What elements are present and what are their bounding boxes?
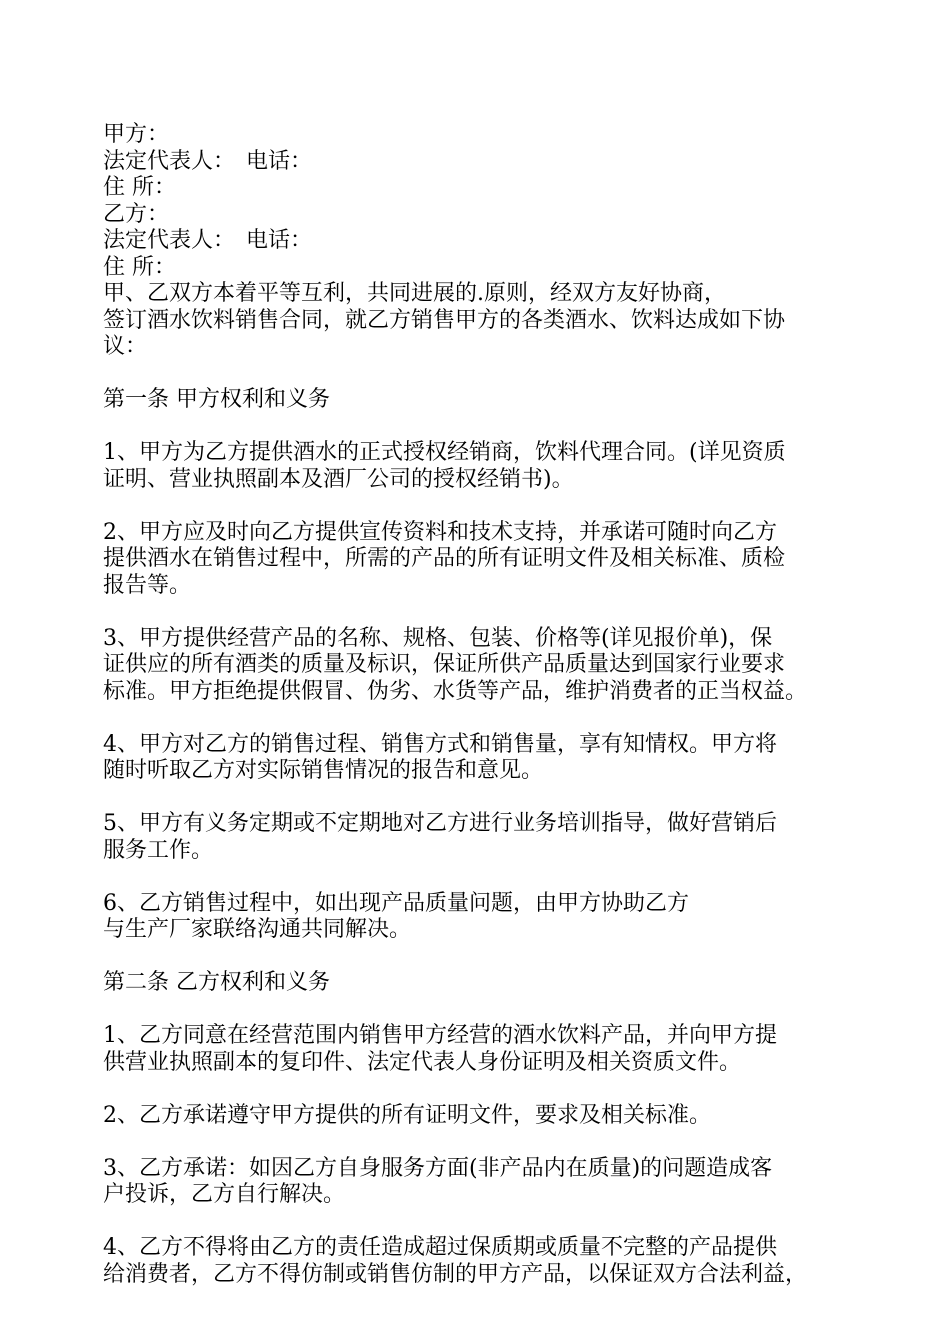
party-b-representative: 法定代表人： 电话： [103, 228, 313, 253]
article-1-item-1 [103, 440, 863, 493]
party-b: 乙方： [103, 201, 170, 227]
text-line: 随时听取乙方对实际销售情况的报告和意见。 [103, 758, 544, 783]
text-line: 与生产厂家联络沟通共同解决。 [103, 917, 412, 942]
text-line: 5、甲方有义务定期或不定期地对乙方进行业务培训指导，做好营销后 [103, 811, 777, 836]
text-line: 标准。甲方拒绝提供假冒、伪劣、水货等产品，维护消费者的正当权益。 [103, 678, 808, 704]
party-a-representative: 法定代表人： 电话： [103, 148, 313, 174]
text-line: 服务工作。 [103, 837, 214, 863]
article-1-item-4 [103, 732, 863, 785]
contract-document [103, 122, 863, 1288]
text-line: 提供酒水在销售过程中，所需的产品的所有证明文件及相关标准、质检 [103, 546, 786, 571]
article-1-item-6 [103, 891, 863, 944]
text-line: 4、乙方不得将由乙方的责任造成超过保质期或质量不完整的产品提供 [103, 1235, 777, 1260]
article-1-item-5 [103, 811, 863, 864]
article-2-title: 第二条 乙方权利和义务 [103, 970, 330, 995]
text-line: 给消费者，乙方不得仿制或销售仿制的甲方产品，以保证双方合法利益， [103, 1261, 808, 1287]
text-line: 3、甲方提供经营产品的名称、规格、包装、价格等(详见报价单)，保 [103, 625, 773, 651]
text-line: 1、甲方为乙方提供酒水的正式授权经销商，饮料代理合同。(详见资质 [103, 440, 786, 465]
text-line: 供营业执照副本的复印件、法定代表人身份证明及相关资质文件。 [103, 1049, 742, 1075]
text-line: 3、乙方承诺：如因乙方自身服务方面(非产品内在质量)的问题造成客 [103, 1155, 773, 1181]
text-line: 2、乙方承诺遵守甲方提供的所有证明文件，要求及相关标准。 [103, 1102, 711, 1128]
article-1-item-3 [103, 626, 863, 706]
intro-line: 甲、乙双方本着平等互利，共同进展的.原则，经双方友好协商， [103, 281, 726, 306]
party-a: 甲方： [103, 122, 170, 147]
intro-line: 议： [103, 334, 148, 359]
text-line: 户投诉，乙方自行解决。 [103, 1182, 346, 1207]
text-line: 证供应的所有酒类的质量及标识，保证所供产品质量达到国家行业要求 [103, 652, 786, 677]
article-1-item-2 [103, 520, 863, 600]
article-2-item-3 [103, 1156, 863, 1209]
article-2-item-1 [103, 1023, 863, 1076]
party-a-address: 住 所： [103, 175, 176, 200]
header-block [103, 122, 863, 281]
party-b-address: 住 所： [103, 254, 176, 280]
intro-line: 签订酒水饮料销售合同，就乙方销售甲方的各类酒水、饮料达成如下协 [103, 307, 786, 333]
text-line: 2、甲方应及时向乙方提供宣传资料和技术支持，并承诺可随时向乙方 [103, 519, 777, 545]
text-line: 4、甲方对乙方的销售过程、销售方式和销售量，享有知情权。甲方将 [103, 731, 777, 757]
article-1-title: 第一条 甲方权利和义务 [103, 387, 330, 412]
text-line: 6、乙方销售过程中，如出现产品质量问题，由甲方协助乙方 [103, 890, 689, 916]
article-2-item-4 [103, 1235, 863, 1288]
text-line: 报告等。 [103, 572, 192, 598]
article-2-item-2 [103, 1103, 863, 1130]
text-line: 证明、营业执照副本及酒厂公司的授权经销书)。 [103, 466, 574, 492]
intro-paragraph [103, 281, 863, 361]
text-line: 1、乙方同意在经营范围内销售甲方经营的酒水饮料产品，并向甲方提 [103, 1023, 777, 1048]
